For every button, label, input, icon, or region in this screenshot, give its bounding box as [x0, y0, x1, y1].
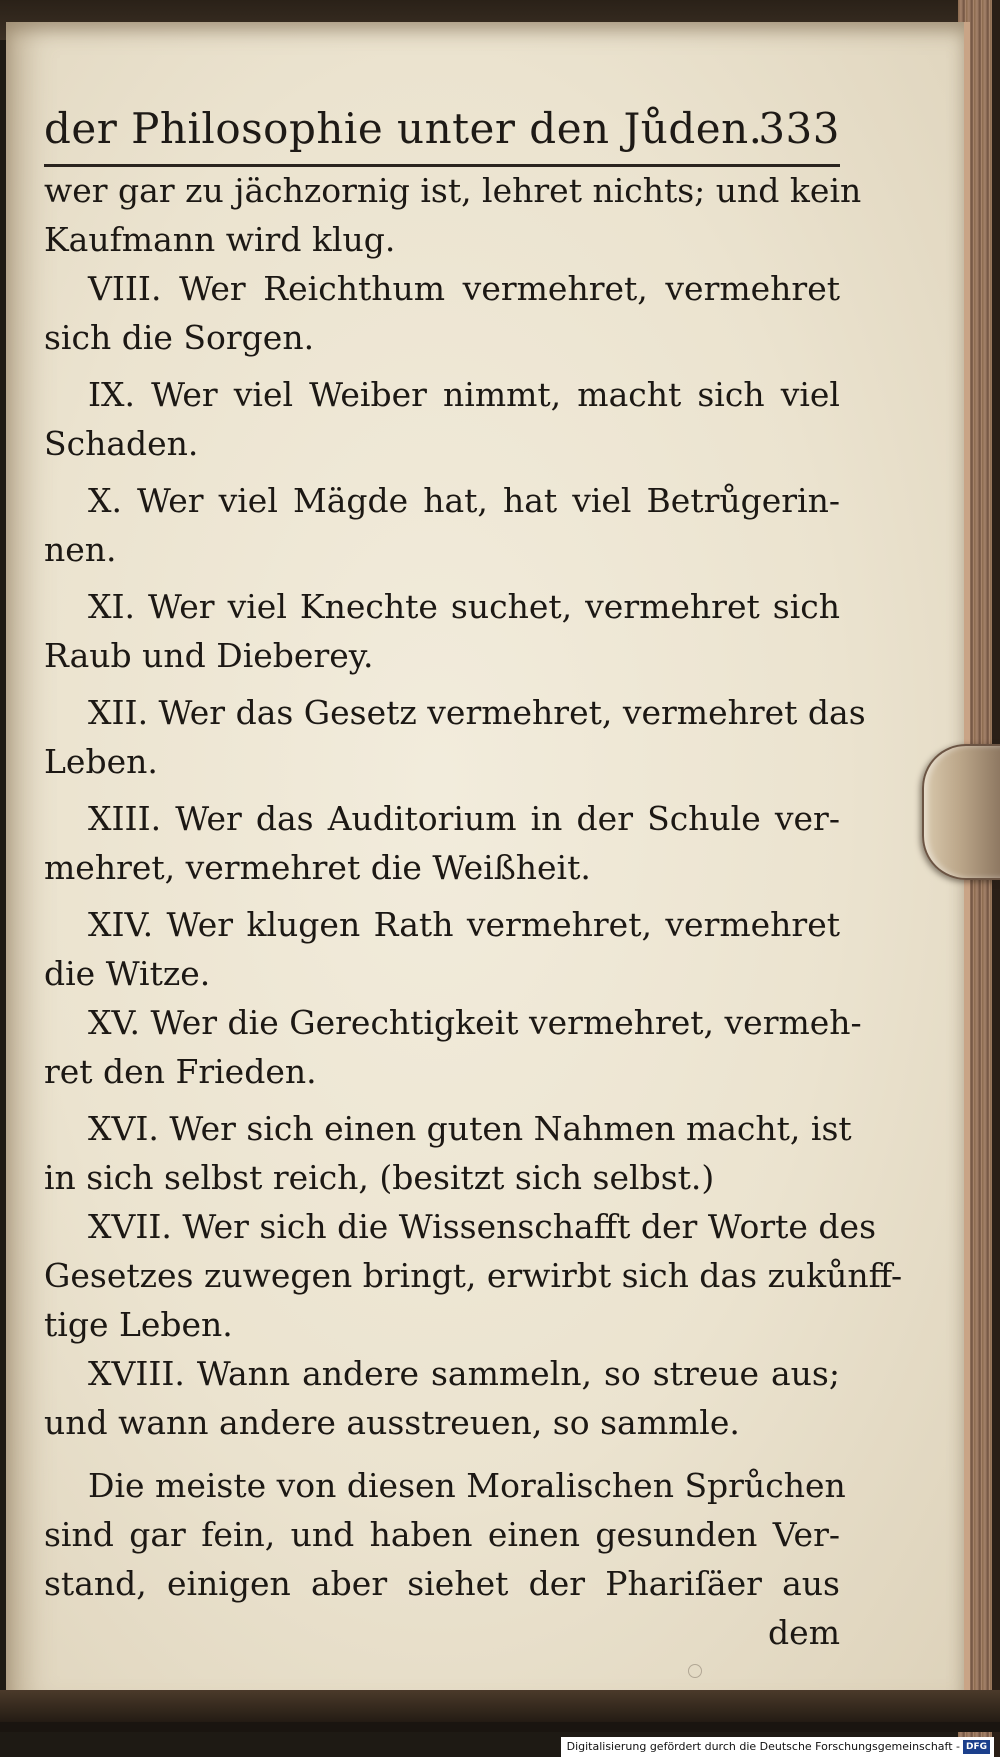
text-line: Die meiste von diesen Moralischen Sprůchen [88, 1466, 846, 1505]
scan-background-bottom [0, 1690, 1000, 1722]
text-line: nen. [44, 530, 117, 569]
credit-text: Digitalisierung gefördert durch die Deutsche Forschungsgemeinschaft - [566, 1740, 960, 1753]
text-line: ret den Frieden. [44, 1052, 317, 1091]
text-line: X. Wer viel Mägde hat, hat viel Betrůgerin- [88, 481, 840, 520]
text-line: mehret, vermehret die Weißheit. [44, 848, 591, 887]
catchword: dem [768, 1613, 840, 1652]
text-line: Raub und Dieberey. [44, 636, 374, 675]
running-head [44, 98, 840, 162]
digitization-credit [561, 1737, 994, 1757]
running-title: der Philosophie unter den Jůden. [44, 104, 763, 153]
text-line: IX. Wer viel Weiber nimmt, macht sich viel [88, 375, 840, 414]
scan-background-strip [0, 1722, 1000, 1732]
text-line: Schaden. [44, 424, 199, 463]
text-line: stand, einigen aber siehet der Phariſäer aus [44, 1564, 840, 1603]
text-line: VIII. Wer Reichthum vermehret, vermehret [88, 269, 840, 308]
text-line: Kaufmann wird klug. [44, 220, 396, 259]
text-line: und wann andere ausstreuen, so sammle. [44, 1403, 740, 1442]
text-line: Gesetzes zuwegen bringt, erwirbt sich das zukůnff- [44, 1256, 903, 1295]
text-line: XII. Wer das Gesetz vermehret, vermehret das [88, 693, 866, 732]
page-number: 333 [758, 104, 840, 153]
text-line: XI. Wer viel Knechte suchet, vermehret sich [88, 587, 840, 626]
text-line: die Witze. [44, 954, 211, 993]
text-line: sich die Sorgen. [44, 318, 315, 357]
paper-stain [688, 1664, 702, 1678]
text-line: XIV. Wer klugen Rath vermehret, vermehret [88, 905, 840, 944]
text-line: Leben. [44, 742, 158, 781]
page-text [44, 166, 903, 1657]
text-line: wer gar zu jächzornig ist, lehret nichts; und kein [44, 171, 862, 210]
text-line: XIII. Wer das Auditorium in der Schule ver- [88, 799, 840, 838]
text-line: XVIII. Wann andere sammeln, so streue aus; [88, 1354, 840, 1393]
dfg-logo: DFG [963, 1740, 990, 1754]
text-line: XVI. Wer sich einen guten Nahmen macht, ist [88, 1109, 852, 1148]
book-clasp [922, 744, 1000, 880]
text-line: XVII. Wer sich die Wissenschafft der Worte des [88, 1207, 877, 1246]
text-line: sind gar fein, und haben einen gesunden Ver- [44, 1515, 840, 1554]
text-line: XV. Wer die Gerechtigkeit vermehret, vermeh- [88, 1003, 862, 1042]
text-line: in sich selbst reich, (besitzt sich selbst.) [44, 1158, 715, 1197]
text-line: tige Leben. [44, 1305, 233, 1344]
